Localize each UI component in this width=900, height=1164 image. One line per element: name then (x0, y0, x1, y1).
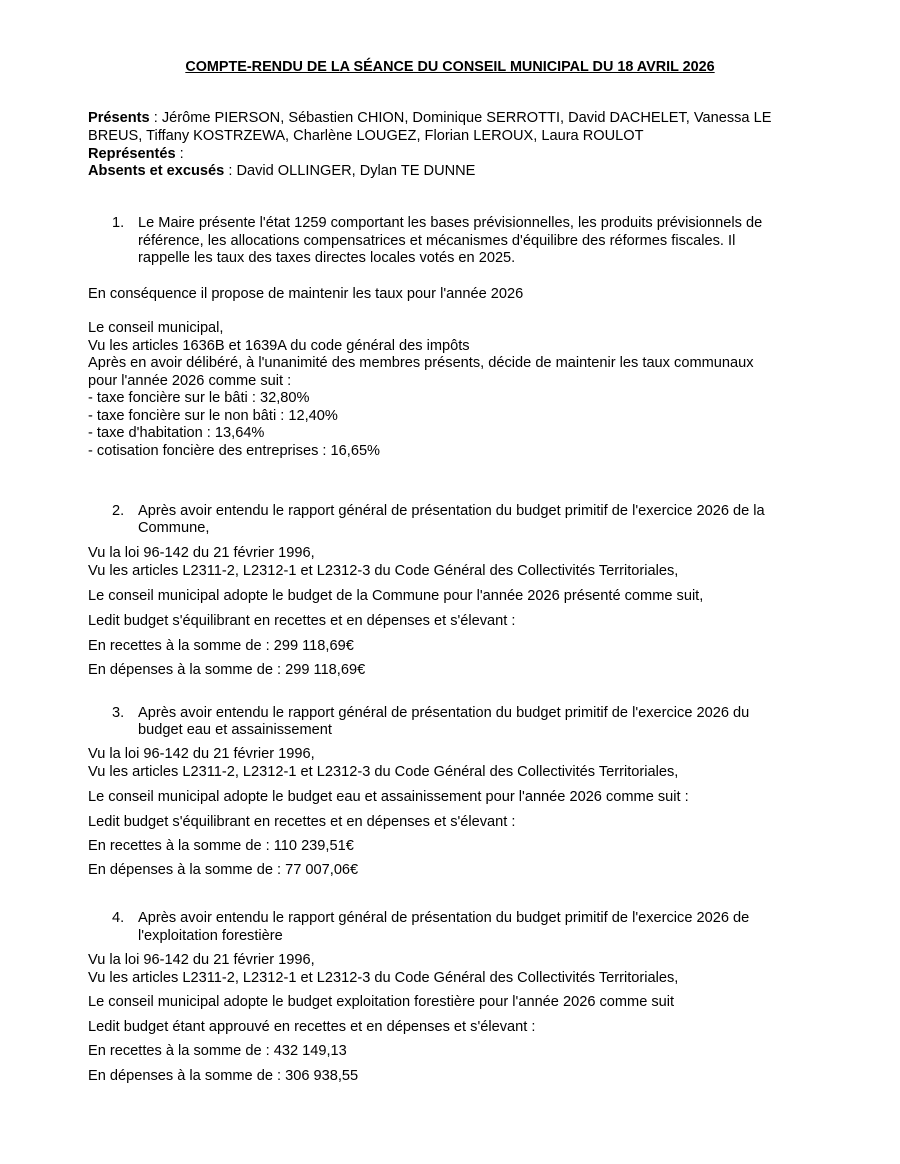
item-3-depenses: En dépenses à la somme de : 77 007,06€ (88, 862, 359, 878)
item-2-line-1: Après avoir entendu le rapport général de présentation du budget primitif de l'exercice 2026 de la (138, 503, 765, 519)
item-3-line-2: budget eau et assainissement (138, 722, 332, 738)
item-4-balance: Ledit budget étant approuvé en recettes et en dépenses et s'élevant : (88, 1019, 536, 1035)
item-1-line-1: Le Maire présente l'état 1259 comportant les bases prévisionnelles, les produits prévisionnels de (138, 215, 763, 231)
item-3-recettes: En recettes à la somme de : 110 239,51€ (88, 838, 354, 854)
item-1-number: 1. (112, 215, 125, 231)
item-2-vu-articles: Vu les articles L2311-2, L2312-1 et L2312-3 du Code Général des Collectivités Territoriales, (88, 563, 679, 579)
item-1-vu: Vu les articles 1636B et 1639A du code général des impôts (88, 338, 470, 354)
rate-item: - taxe d'habitation : 13,64% (88, 425, 265, 441)
item-1-consequence: En conséquence il propose de maintenir les taux pour l'année 2026 (88, 286, 524, 302)
representes-label: Représentés (88, 146, 176, 162)
item-3-vu-loi: Vu la loi 96-142 du 21 février 1996, (88, 746, 315, 762)
presents-names: : Jérôme PIERSON, Sébastien CHION, Dominique SERROTTI, David DACHELET, Vanessa LE (149, 110, 772, 126)
item-4-line-1: Après avoir entendu le rapport général de présentation du budget primitif de l'exercice 2026 de (138, 910, 750, 926)
absents-value: : David OLLINGER, Dylan TE DUNNE (224, 163, 476, 179)
item-4-recettes: En recettes à la somme de : 432 149,13 (88, 1043, 347, 1059)
absents-label: Absents et excusés (88, 163, 225, 179)
presents-line-2: BREUS, Tiffany KOSTRZEWA, Charlène LOUGEZ, Florian LEROUX, Laura ROULOT (88, 128, 644, 144)
item-1-decision-1: Après en avoir délibéré, à l'unanimité des membres présents, décide de maintenir les taux communaux (88, 355, 754, 371)
presents-line-1 (88, 110, 771, 128)
representes-value: : (175, 146, 184, 162)
rate-item: - taxe foncière sur le non bâti : 12,40% (88, 408, 338, 424)
item-2-balance: Ledit budget s'équilibrant en recettes et en dépenses et s'élevant : (88, 613, 516, 629)
item-3-number: 3. (112, 705, 125, 721)
item-1-line-2: référence, les allocations compensatrices et mécanismes d'équilibre des réformes fiscales. Il (138, 233, 736, 249)
item-2-line-2: Commune, (138, 520, 210, 536)
item-3-balance: Ledit budget s'équilibrant en recettes et en dépenses et s'élevant : (88, 814, 516, 830)
item-4-vu-articles: Vu les articles L2311-2, L2312-1 et L2312-3 du Code Général des Collectivités Territoriales, (88, 970, 679, 986)
absents-line (88, 163, 475, 181)
item-3-line-1: Après avoir entendu le rapport général de présentation du budget primitif de l'exercice 2026 du (138, 705, 750, 721)
item-3-vu-articles: Vu les articles L2311-2, L2312-1 et L2312-3 du Code Général des Collectivités Territoriales, (88, 764, 679, 780)
item-1-council: Le conseil municipal, (88, 320, 224, 336)
rate-item: - taxe foncière sur le bâti : 32,80% (88, 390, 310, 406)
item-4-vu-loi: Vu la loi 96-142 du 21 février 1996, (88, 952, 315, 968)
item-1-line-3: rappelle les taux des taxes directes locales votés en 2025. (138, 250, 516, 266)
representes-line (88, 146, 184, 164)
item-4-depenses: En dépenses à la somme de : 306 938,55 (88, 1068, 359, 1084)
item-2-recettes: En recettes à la somme de : 299 118,69€ (88, 638, 354, 654)
item-3-adopt: Le conseil municipal adopte le budget eau et assainissement pour l'année 2026 comme suit : (88, 789, 689, 805)
item-2-number: 2. (112, 503, 125, 519)
item-2-adopt: Le conseil municipal adopte le budget de la Commune pour l'année 2026 présenté comme suit, (88, 588, 704, 604)
item-4-number: 4. (112, 910, 125, 926)
item-4-adopt: Le conseil municipal adopte le budget exploitation forestière pour l'année 2026 comme suit (88, 994, 675, 1010)
item-2-depenses: En dépenses à la somme de : 299 118,69€ (88, 662, 366, 678)
item-2-vu-loi: Vu la loi 96-142 du 21 février 1996, (88, 545, 315, 561)
item-4-line-2: l'exploitation forestière (138, 928, 283, 944)
item-1-decision-2: pour l'année 2026 comme suit : (88, 373, 292, 389)
presents-label: Présents (88, 110, 150, 126)
page-title: COMPTE-RENDU DE LA SÉANCE DU CONSEIL MUNICIPAL DU 18 AVRIL 2026 (185, 59, 715, 75)
rate-item: - cotisation foncière des entreprises : 16,65% (88, 443, 381, 459)
